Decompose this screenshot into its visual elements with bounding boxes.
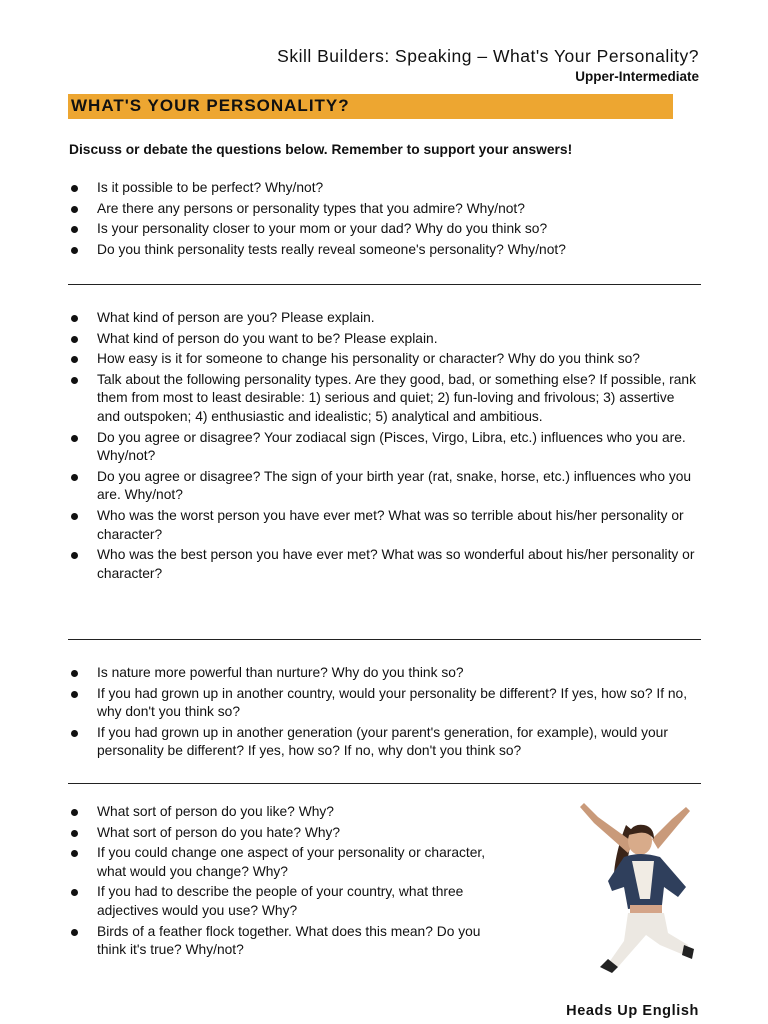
bullet-icon [71,850,78,857]
question-text: What sort of person do you like? Why? [97,804,334,819]
page-title: Skill Builders: Speaking – What's Your Personality? [277,46,699,66]
bullet-icon [71,315,78,322]
question-item [69,179,701,198]
question-list-4 [69,803,489,962]
question-item [69,350,701,369]
question-list-3 [69,664,701,763]
question-text: If you had grown up in another generation (your parent's generation, for example), would your personality be different? If yes, how so? If no, why don't you think so? [97,724,668,759]
question-text: Birds of a feather flock together. What does this mean? Do you think it's true? Why/not? [97,923,481,958]
level-label: Upper-Intermediate [575,69,699,84]
question-list-1 [69,179,701,261]
question-list-2 [69,309,701,585]
bullet-icon [71,830,78,837]
question-text: What sort of person do you hate? Why? [97,824,341,840]
bullet-icon [71,336,78,343]
bullet-icon [71,929,78,936]
jumping-woman-photo [568,795,718,975]
question-item [69,468,701,505]
bullet-icon [71,809,78,816]
question-item [69,803,489,822]
footer-brand: Heads Up English [566,1003,699,1019]
question-text: Do you agree or disagree? The sign of your birth year (rat, snake, horse, etc.) influences who you are. Why/not? [97,468,692,503]
instructions: Discuss or debate the questions below. Remember to support your answers! [69,142,573,157]
question-text: Is nature more powerful than nurture? Why do you think so? [97,665,464,680]
bullet-icon [71,356,78,363]
question-item [69,330,701,349]
question-item [69,546,701,583]
question-text: What kind of person are you? Please explain. [97,310,375,325]
question-text: Talk about the following personality types. Are they good, bad, or something else? If possible, rank them from most to least desirable: 1) serious and quiet; 2) fun-loving and frivolous; 3) assertive and outspoken; 4) enthusiastic and idealistic; 5) analytical and ambitious. [97,371,696,424]
bullet-icon [71,889,78,896]
bullet-icon [71,377,78,384]
bullet-icon [71,226,78,233]
question-text: If you had grown up in another country, would your personality be different? If yes, how so? If no, why don't you think so? [97,685,688,720]
question-text: Who was the best person you have ever met? What was so wonderful about his/her personality or character? [97,547,695,581]
question-item [69,429,701,466]
bullet-icon [71,670,78,677]
question-item [69,844,489,881]
banner-text: WHAT'S YOUR PERSONALITY? [71,96,350,115]
bullet-icon [71,474,78,481]
bullet-icon [71,730,78,737]
bullet-icon [71,435,78,442]
question-text: Is your personality closer to your mom or your dad? Why do you think so? [97,221,548,237]
question-text: Is it possible to be perfect? Why/not? [97,180,324,195]
bullet-icon [71,691,78,698]
question-text: Who was the worst person you have ever met? What was so terrible about his/her personality or character? [97,507,684,542]
section-divider [68,639,701,640]
question-item [69,883,489,920]
question-item [69,824,489,843]
question-text: If you could change one aspect of your personality or character, what would you change? Why? [97,845,486,879]
section-divider [68,783,701,784]
question-item [69,200,701,219]
question-item [69,507,701,544]
question-text: Do you agree or disagree? Your zodiacal sign (Pisces, Virgo, Libra, etc.) influences who you are. Why/not? [97,429,686,464]
question-text: How easy is it for someone to change his personality or character? Why do you think so? [97,351,640,367]
bullet-icon [71,513,78,520]
title-banner [68,94,673,119]
question-text: Do you think personality tests really reveal someone's personality? Why/not? [97,241,566,257]
question-item [69,220,701,239]
question-text: Are there any persons or personality types that you admire? Why/not? [97,200,525,216]
question-item [69,241,701,260]
bullet-icon [71,552,78,559]
question-item [69,923,489,960]
question-item [69,371,701,427]
question-text: If you had to describe the people of your country, what three adjectives would you use? Why? [97,884,464,918]
question-item [69,685,701,722]
section-divider [68,284,701,285]
question-text: What kind of person do you want to be? Please explain. [97,330,438,346]
question-item [69,664,701,683]
bullet-icon [71,206,78,213]
bullet-icon [71,247,78,254]
bullet-icon [71,185,78,192]
question-item [69,724,701,761]
question-item [69,309,701,328]
